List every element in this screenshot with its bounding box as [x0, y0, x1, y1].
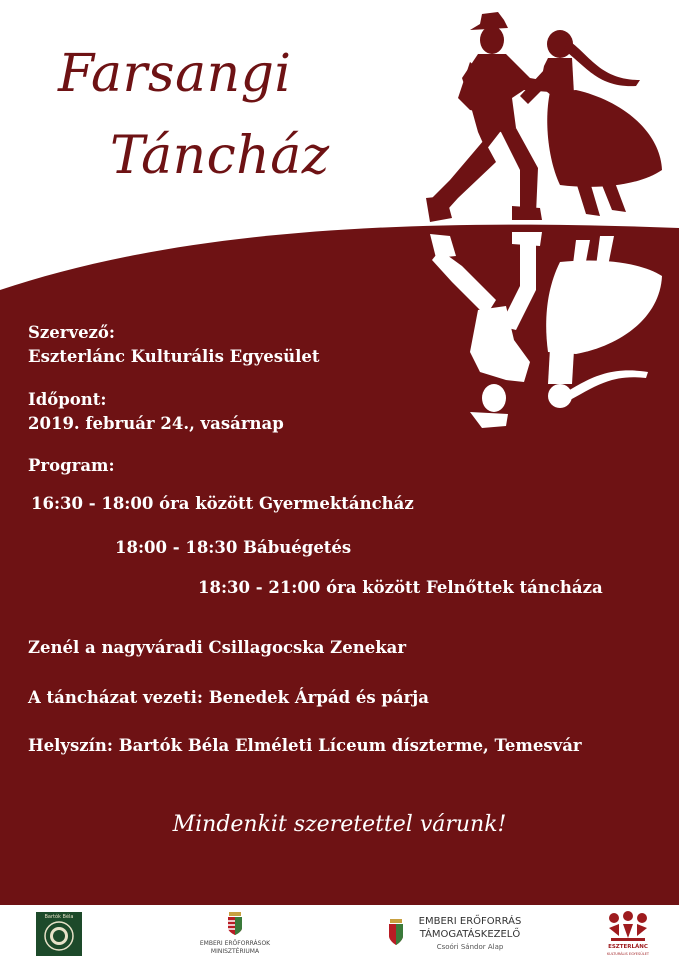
program-item-1: 16:30 - 18:00 óra között Gyermektáncház: [31, 494, 414, 513]
date-value: 2019. február 24., vasárnap: [28, 414, 284, 433]
welcome-message: Mindenkit szeretettel várunk!: [172, 812, 507, 837]
organizer-label: Szervező:: [28, 323, 116, 342]
fund-coat-of-arms-icon: [386, 918, 406, 948]
title-line-1: Farsangi: [58, 44, 292, 104]
title-line-2: Táncház: [110, 126, 330, 186]
program-item-2: 18:00 - 18:30 Bábuégetés: [115, 538, 352, 557]
organizer-name: Eszterlánc Kulturális Egyesület: [28, 347, 320, 366]
program-label: Program:: [28, 456, 115, 475]
music-line: Zenél a nagyváradi Csillagocska Zenekar: [28, 638, 407, 657]
program-item-3: 18:30 - 21:00 óra között Felnőttek táncháza: [198, 578, 603, 597]
association-logo: [605, 910, 651, 960]
association-ornament-icon: [605, 910, 651, 944]
ministry-logo: [190, 910, 280, 960]
hungarian-coat-of-arms-icon: [190, 910, 280, 936]
ministry-line-2: MINISZTÉRIUMA: [210, 948, 260, 955]
association-line-1: ESZTERLÁNC: [608, 944, 648, 950]
venue-line: Helyszín: Bartók Béla Elméleti Líceum díszterme, Temesvár: [28, 736, 582, 755]
ministry-line-1: EMBERI ERŐFORRÁSOK: [199, 940, 271, 947]
fund-line-2: TÁMOGATÁSKEZELŐ: [419, 929, 521, 940]
fund-line-3: Csoóri Sándor Alap: [436, 943, 504, 951]
dancers-silhouette: [426, 12, 662, 222]
association-line-2: KULTURÁLIS EGYESÜLET: [606, 952, 650, 956]
fund-logo: [386, 912, 536, 958]
school-logo-text: Bartók Béla: [44, 914, 74, 920]
date-label: Időpont:: [28, 390, 107, 409]
fund-line-1: EMBERI ERŐFORRÁS: [418, 916, 522, 927]
host-line: A táncházat vezeti: Benedek Árpád és párja: [28, 688, 429, 707]
school-logo: [36, 912, 82, 956]
